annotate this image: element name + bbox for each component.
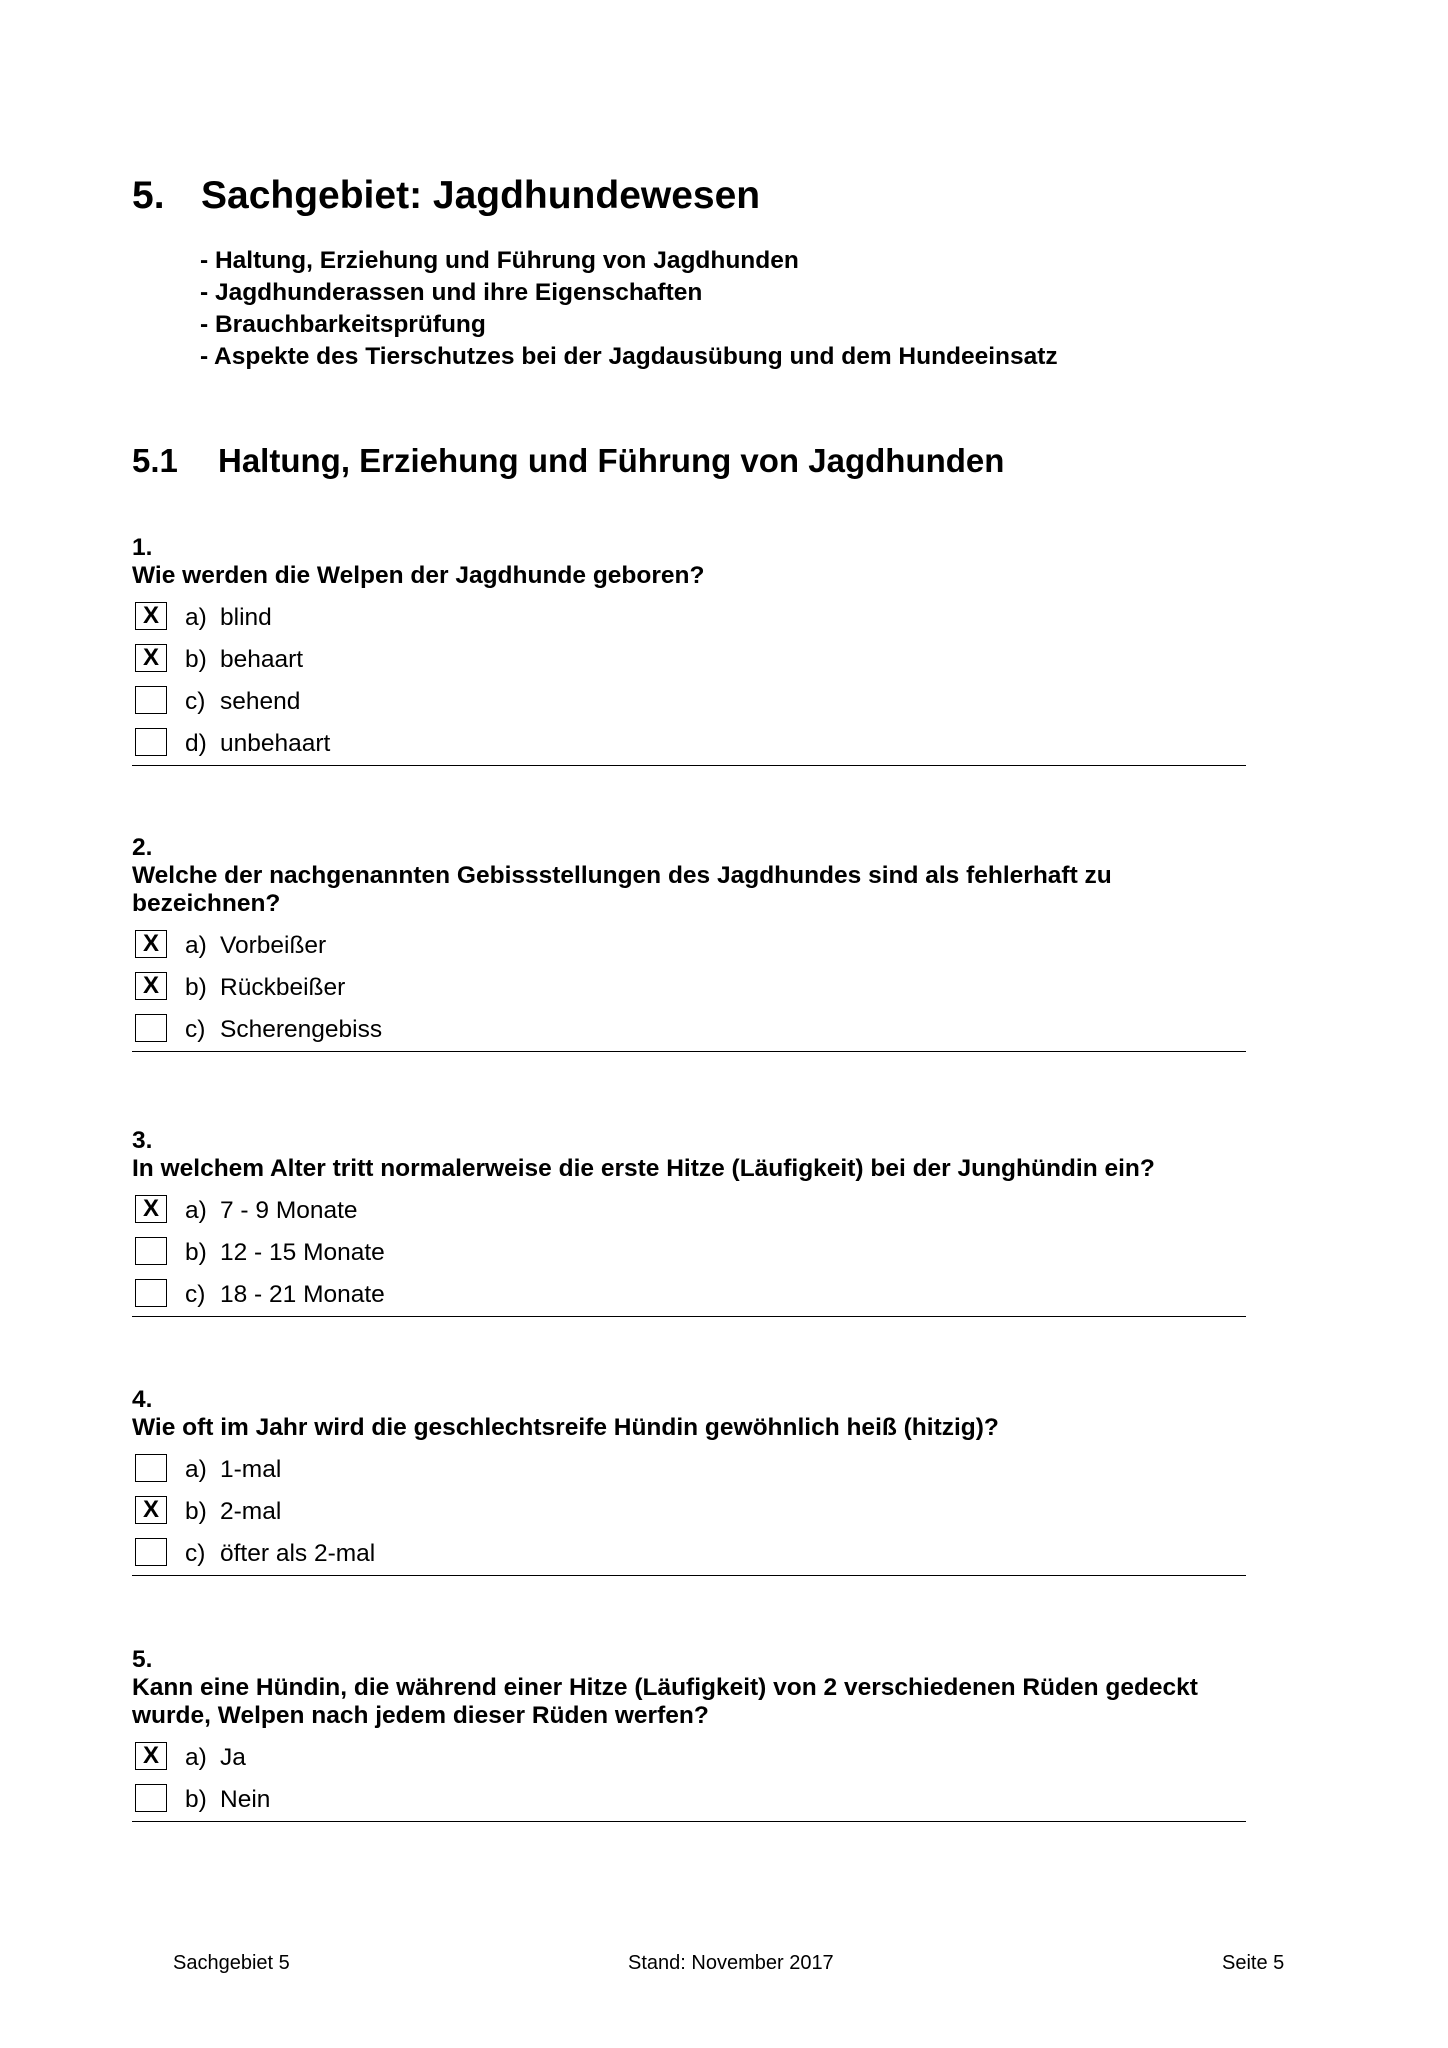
option-letter: c) (185, 1016, 206, 1043)
option-letter: b) (185, 974, 207, 1001)
option-text: Ja (220, 1744, 246, 1771)
answer-option (132, 1274, 1246, 1316)
answer-checkbox[interactable] (135, 1784, 167, 1812)
question-text: Wie werden die Welpen der Jagdhunde geboren? (132, 562, 705, 589)
footer-page-number: Seite 5 (1222, 1952, 1285, 1974)
answer-checkbox[interactable]: X (135, 1195, 167, 1223)
option-letter: c) (185, 1281, 206, 1308)
answer-option (132, 723, 1246, 765)
option-letter: a) (185, 604, 207, 631)
question-text: In welchem Alter tritt normalerweise die erste Hitze (Läufigkeit) bei der Junghündin ein? (132, 1155, 1155, 1182)
option-letter: b) (185, 1239, 207, 1266)
option-text: Vorbeißer (220, 932, 327, 959)
question-3 (132, 1127, 1246, 1317)
option-text: Nein (220, 1786, 271, 1813)
answer-checkbox[interactable]: X (135, 1742, 167, 1770)
option-letter: a) (185, 932, 207, 959)
answer-option (132, 1009, 1246, 1051)
section-title: Haltung, Erziehung und Führung von Jagdhunden (218, 442, 1005, 479)
answer-checkbox[interactable] (135, 1279, 167, 1307)
option-text: 18 - 21 Monate (220, 1281, 385, 1308)
option-text: blind (220, 604, 272, 631)
topic-item: - Haltung, Erziehung und Führung von Jagdhunden (200, 247, 799, 274)
answer-checkbox[interactable] (135, 1538, 167, 1566)
answer-checkbox[interactable]: X (135, 644, 167, 672)
topic-item: - Jagdhunderassen und ihre Eigenschaften (200, 279, 703, 306)
question-4 (132, 1386, 1246, 1576)
answer-option (132, 681, 1246, 723)
answer-option (132, 925, 1246, 967)
chapter-title: Sachgebiet: Jagdhundewesen (201, 174, 761, 217)
section-number: 5.1 (132, 442, 178, 479)
answer-checkbox[interactable]: X (135, 930, 167, 958)
answer-checkbox[interactable]: X (135, 972, 167, 1000)
question-5 (132, 1646, 1246, 1822)
question-number: 4. (132, 1386, 153, 1413)
option-text: Rückbeißer (220, 974, 346, 1001)
topic-item: - Aspekte des Tierschutzes bei der Jagdausübung und dem Hundeeinsatz (200, 343, 1058, 370)
option-text: Scherengebiss (220, 1016, 383, 1043)
answer-checkbox[interactable] (135, 728, 167, 756)
answer-option (132, 1533, 1246, 1575)
answer-option (132, 1449, 1246, 1491)
option-letter: a) (185, 1197, 207, 1224)
answer-checkbox[interactable] (135, 686, 167, 714)
question-number: 5. (132, 1646, 153, 1673)
question-text: Wie oft im Jahr wird die geschlechtsreife Hündin gewöhnlich heiß (hitzig)? (132, 1414, 999, 1441)
footer-date: Stand: November 2017 (628, 1952, 834, 1974)
question-text: Kann eine Hündin, die während einer Hitze (Läufigkeit) von 2 verschiedenen Rüden gedeckt wurde, Welpen nach jedem dieser Rüden werfen? (132, 1674, 1198, 1729)
question-text: Welche der nachgenannten Gebissstellungen des Jagdhundes sind als fehlerhaft zu bezeichnen? (132, 862, 1112, 917)
answer-checkbox[interactable] (135, 1237, 167, 1265)
question-number: 2. (132, 834, 153, 861)
option-letter: a) (185, 1744, 207, 1771)
option-letter: d) (185, 730, 207, 757)
option-letter: b) (185, 1786, 207, 1813)
footer-section-label: Sachgebiet 5 (173, 1952, 290, 1974)
answer-option (132, 1737, 1246, 1779)
option-letter: c) (185, 1540, 206, 1567)
answer-option (132, 1232, 1246, 1274)
option-text: behaart (220, 646, 304, 673)
chapter-heading (132, 172, 760, 220)
option-letter: b) (185, 646, 207, 673)
answer-option (132, 597, 1246, 639)
option-text: sehend (220, 688, 301, 715)
section-heading (132, 441, 1004, 481)
option-text: öfter als 2-mal (220, 1540, 376, 1567)
answer-checkbox[interactable]: X (135, 1496, 167, 1524)
question-2 (132, 834, 1246, 1052)
option-letter: b) (185, 1498, 207, 1525)
answer-option (132, 1779, 1246, 1821)
option-text: 7 - 9 Monate (220, 1197, 358, 1224)
answer-option (132, 1190, 1246, 1232)
answer-option (132, 639, 1246, 681)
option-text: 1-mal (220, 1456, 282, 1483)
answer-checkbox[interactable] (135, 1454, 167, 1482)
option-letter: c) (185, 688, 206, 715)
chapter-number: 5. (132, 174, 165, 217)
topic-item: - Brauchbarkeitsprüfung (200, 311, 486, 338)
option-letter: a) (185, 1456, 207, 1483)
option-text: 12 - 15 Monate (220, 1239, 385, 1266)
option-text: 2-mal (220, 1498, 282, 1525)
option-text: unbehaart (220, 730, 331, 757)
answer-checkbox[interactable] (135, 1014, 167, 1042)
answer-checkbox[interactable]: X (135, 602, 167, 630)
question-number: 1. (132, 534, 153, 561)
question-1 (132, 534, 1246, 766)
answer-option (132, 967, 1246, 1009)
answer-option (132, 1491, 1246, 1533)
question-number: 3. (132, 1127, 153, 1154)
chapter-topics (200, 245, 1058, 373)
